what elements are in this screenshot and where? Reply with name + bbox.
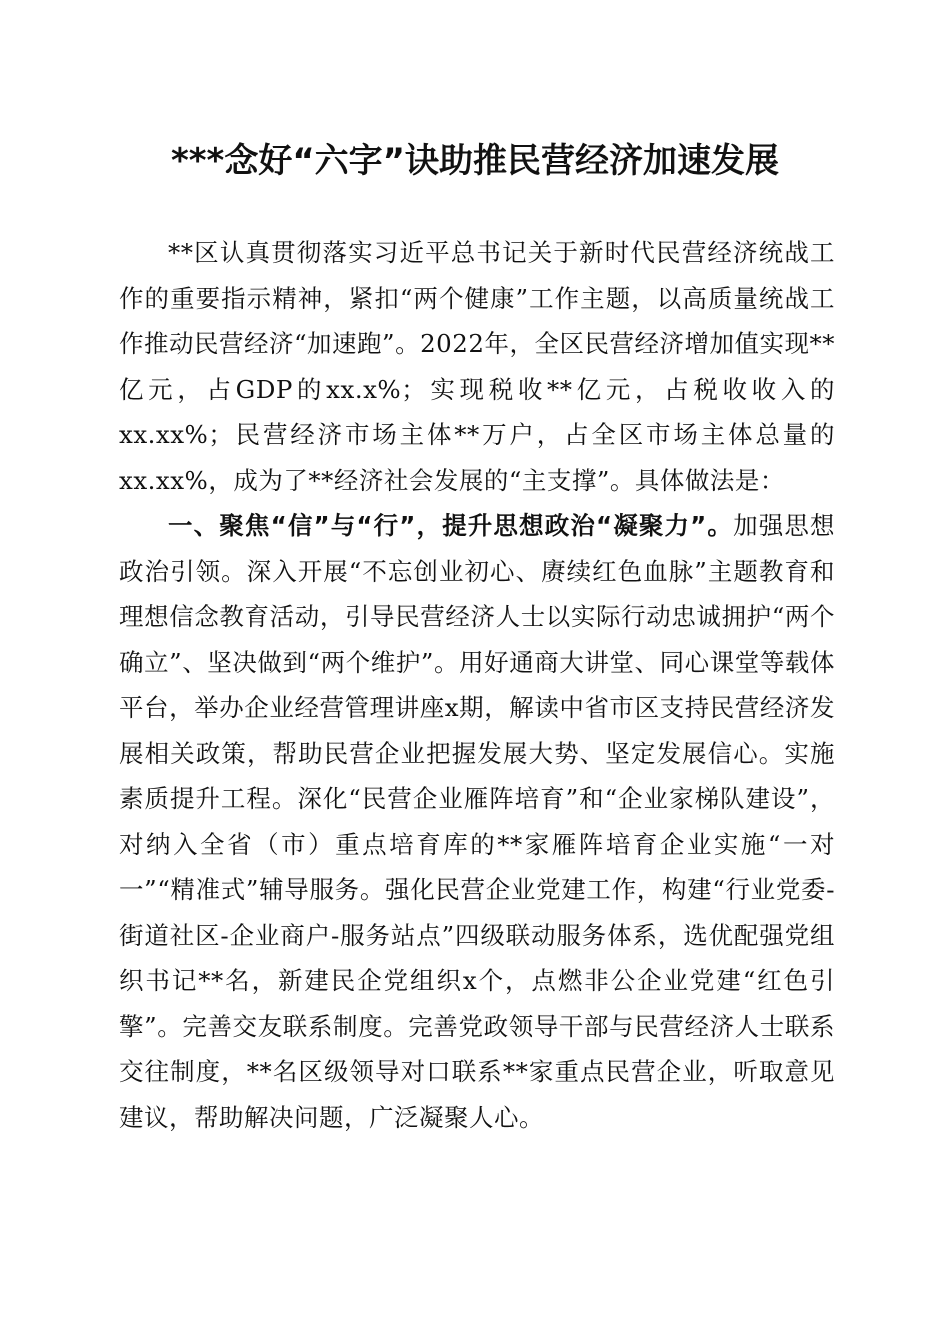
document-title: ***念好“六字”诀助推民营经济加速发展 xyxy=(170,141,780,181)
section-1-paragraph xyxy=(119,503,835,1140)
section-1-body: 加强思想政治引领。深入开展“不忘创业初心、赓续红色血脉”主题教育和理想信念教育活动，引导民营经济人士以实际行动忠诚拥护“两个确立”、坚决做到“两个维护”。用好通商大讲堂、同心课堂等载体平台，举办企业经营管理讲座x期，解读中省市区支持民营经济发展相关政策，帮助民营企业把握发展大势、坚定发展信心。实施素质提升工程。深化“民营企业雁阵培育”和“企业家梯队建设”，对纳入全省（市）重点培育库的**家雁阵培育企业实施“一对一”“精准式”辅导服务。强化民营企业党建工作，构建“行业党委-街道社区-企业商户-服务站点”四级联动服务体系，选优配强党组织书记**名，新建民企党组织x个，点燃非公企业党建“红色引擎”。完善交友联系制度。完善党政领导干部与民营经济人士联系交往制度，**名区级领导对口联系**家重点民营企业，听取意见建议，帮助解决问题，广泛凝聚人心。 xyxy=(119,511,835,1132)
section-1-heading: 一、聚焦“信”与“行”，提升思想政治“凝聚力”。 xyxy=(168,511,734,540)
intro-paragraph: **区认真贯彻落实习近平总书记关于新时代民营经济统战工作的重要指示精神，紧扣“两个健康”工作主题，以高质量统战工作推动民营经济“加速跑”。2022年，全区民营经济增加值实现**亿元，占GDP的xx.x%；实现税收**亿元，占税收收入的xx.xx%；民营经济市场主体**万户，占全区市场主体总量的xx.xx%，成为了**经济社会发展的“主支撑”。具体做法是： xyxy=(119,238,835,495)
document-body xyxy=(119,230,835,1140)
